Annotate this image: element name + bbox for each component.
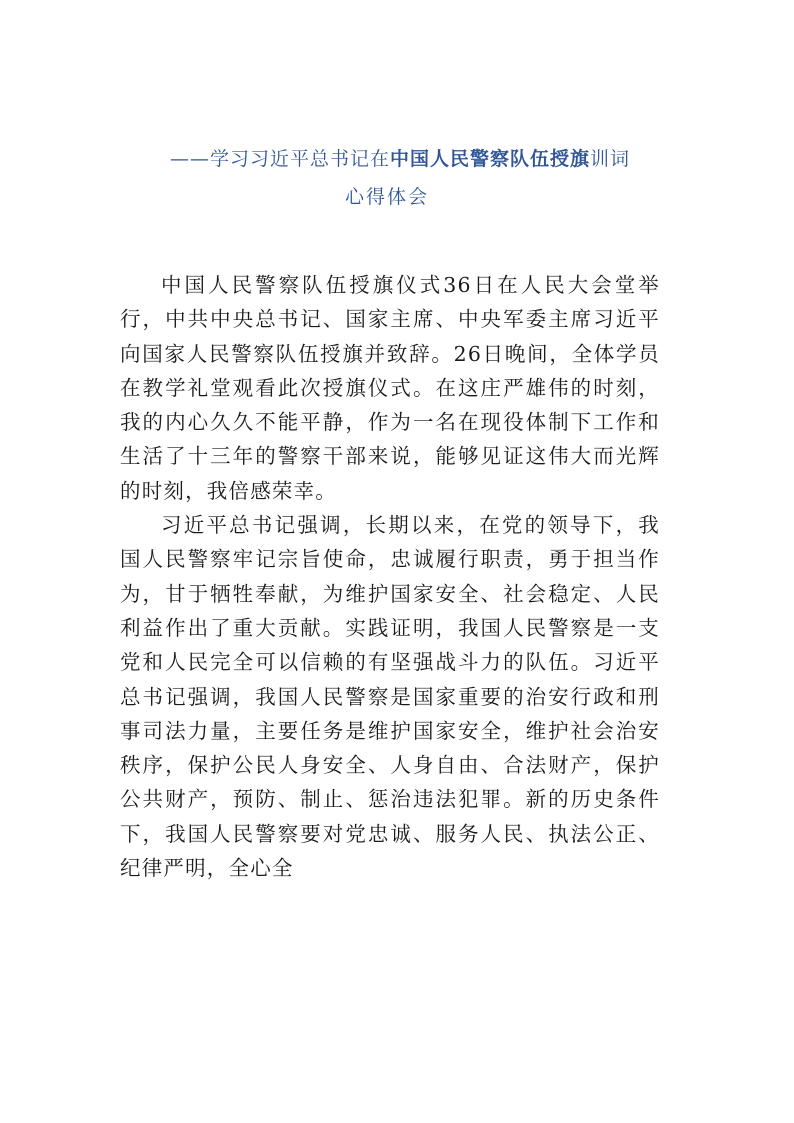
subtitle-suffix: 训词 bbox=[590, 148, 631, 170]
subtitle-line2: 心得体会 bbox=[345, 186, 430, 208]
document-subtitle bbox=[170, 146, 670, 173]
paragraph-1: 中国人民警察队伍授旗仪式36日在人民大会堂举行，中共中央总书记、国家主席、中央军委主席习近平向国家人民警察队伍授旗并致辞。26日晚间，全体学员在教学礼堂观看此次授旗仪式。在这庄严雄伟的时刻，我的内心久久不能平静，作为一名在现役体制下工作和生活了十三年的警察干部来说，能够见证这伟大而光辉的时刻，我倍感荣幸。 bbox=[120, 273, 660, 503]
document-body bbox=[120, 268, 660, 885]
paragraph-2: 习近平总书记强调，长期以来，在党的领导下，我国人民警察牢记宗旨使命，忠诚履行职责，勇于担当作为，甘于牺牲奉献，为维护国家安全、社会稳定、人民利益作出了重大贡献。实践证明，我国人民警察是一支党和人民完全可以信赖的有坚强战斗力的队伍。习近平总书记强调，我国人民警察是国家重要的治安行政和刑事司法力量，主要任务是维护国家安全，维护社会治安秩序，保护公民人身安全、人身自由、合法财产，保护公共财产，预防、制止、惩治违法犯罪。新的历史条件下，我国人民警察要对党忠诚、服务人民、执法公正、纪律严明，全心全 bbox=[120, 513, 660, 881]
subtitle-prefix: ——学习习近平总书记在 bbox=[170, 148, 391, 170]
subtitle-emphasis: 中国人民警察队伍授旗 bbox=[390, 148, 591, 170]
